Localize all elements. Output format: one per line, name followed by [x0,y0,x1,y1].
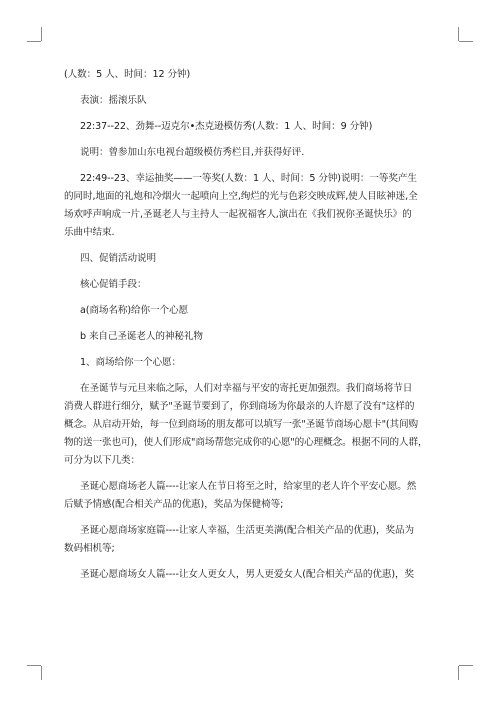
text-line: 物的送一张也可)，使人们形成"商场帮您完成你的心愿"的心理概念。根据不同的人群， [64,437,428,448]
text-line: 数码相机等; [64,543,115,554]
paragraph-p8 [64,302,442,320]
paragraph-spacing [64,162,442,170]
text-line: 在圣诞节与元旦来临之际，人们对幸福与平安的寄托更加强烈。我们商场将节日 [80,383,413,394]
paragraph-spacing [64,294,442,302]
paragraph-p6 [64,250,442,268]
text-line: 表演：摇滚乐队 [80,95,147,106]
text-line: 22:49--23、幸运抽奖——一等奖(人数：1 人、时间：5 分钟)说明：一等奖产生 [80,173,417,184]
paragraph-p10 [64,354,442,372]
paragraph-p3 [64,118,442,136]
paragraph-spacing [64,558,442,566]
text-line: a(商场名称)给你一个心愿 [80,305,189,316]
paragraph-spacing [64,346,442,354]
text-line: 消费人群进行细分，赋予"圣诞节要到了，你到商场为你最亲的人许愿了没有"这样的 [64,401,415,412]
paragraph-spacing [64,136,442,144]
crop-mark-bottom-right-v [458,666,459,680]
text-line: 说明：曾参加山东电视台超级模仿秀栏目,并获得好评. [80,147,305,158]
paragraph-p9 [64,328,442,346]
paragraph-p13 [64,522,442,558]
crop-mark-bottom-left-v [41,666,42,680]
paragraph-p12 [64,478,442,514]
text-line: 乐曲中结束. [64,227,115,238]
paragraph-p14 [64,566,442,584]
text-line: 后赋予情感(配合相关产品的优惠)，奖品为保健椅等; [64,499,284,510]
crop-mark-bottom-right-h [459,665,473,666]
text-line: 核心促销手段： [80,279,147,290]
text-line: 22:37--22、劲舞--迈克尔•杰克逊模仿秀(人数：1 人、时间：9 分钟) [80,121,373,132]
crop-mark-top-right-h [459,41,473,42]
text-line: 圣诞心愿商场女人篇----让女人更女人，男人更爱女人(配合相关产品的优惠)，奖 [80,569,415,580]
paragraph-spacing [64,84,442,92]
paragraph-spacing [64,320,442,328]
paragraph-p7 [64,276,442,294]
text-line: 可分为以下几类： [64,455,140,466]
text-line: 1、商场给你一个心愿： [80,357,181,368]
text-line: 四、促销活动说明 [80,253,156,264]
paragraph-spacing [64,470,442,478]
paragraph-p4 [64,144,442,162]
text-line: 场欢呼声响成一片,圣诞老人与主持人一起祝福客人,演出在《我们祝你圣诞快乐》的 [64,209,412,220]
crop-mark-top-left-h [27,41,41,42]
text-line: b 来自己圣诞老人的神秘礼物 [80,331,203,342]
text-line: 的同时,地面的礼炮和冷烟火一起喷向上空,绚烂的光与色彩交映成辉,使人目眩神迷,全 [64,191,418,202]
paragraph-p5 [64,170,442,242]
paragraph-p1 [64,66,442,84]
document-body [64,66,442,592]
paragraph-spacing [64,268,442,276]
crop-mark-bottom-left-h [27,665,41,666]
paragraph-spacing [64,372,442,380]
text-line: 圣诞心愿商场家庭篇----让家人幸福，生活更美满(配合相关产品的优惠)，奖品为 [80,525,415,536]
paragraph-spacing [64,110,442,118]
crop-mark-top-left-v [41,27,42,41]
paragraph-p2 [64,92,442,110]
paragraph-spacing [64,514,442,522]
text-line: (人数：5 人、时间：12 分钟) [64,69,191,80]
paragraph-p11 [64,380,442,470]
paragraph-spacing [64,242,442,250]
text-line: 圣诞心愿商场老人篇----让家人在节日将至之时，给家里的老人许个平安心愿。然 [80,481,417,492]
crop-mark-top-right-v [458,27,459,41]
text-line: 概念。从启动开始，每一位到商场的朋友都可以填写一张"圣诞节商场心愿卡"(其间购 [64,419,419,430]
paragraph-spacing [64,584,442,592]
